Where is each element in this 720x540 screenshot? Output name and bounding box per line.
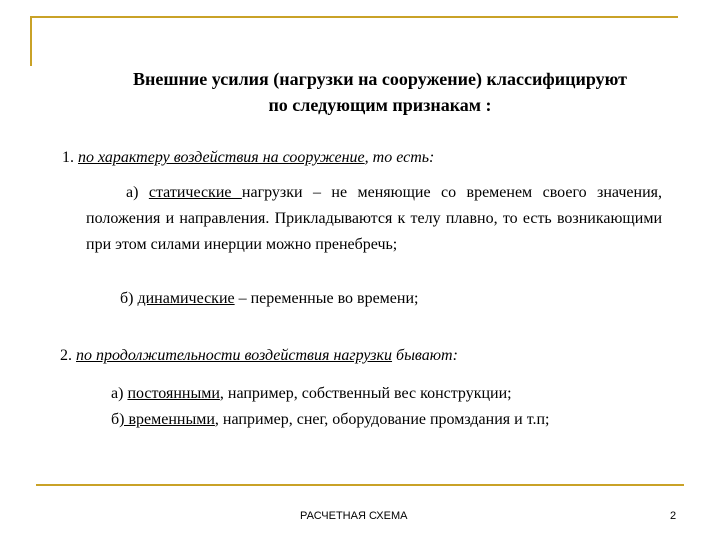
page-number: 2 [670,510,677,522]
criterion-1-heading: по характеру воздействия на сооружение [78,149,365,166]
permanent-loads-prefix: а) [111,385,128,402]
temporary-loads-term: ) временными [119,411,215,428]
criterion-2-heading: по продолжительности воздействия нагрузки [76,347,393,364]
dynamic-loads-prefix: б) [120,290,138,307]
permanent-loads-text: , например, собственный вес конструкции; [219,385,512,402]
temporary-loads-item [111,410,549,430]
criterion-1 [62,148,434,168]
slide-title [40,66,720,118]
criterion-1-suffix: , то есть: [364,149,435,166]
permanent-loads-item [111,384,512,404]
temporary-loads-text: , например, снег, оборудование промздания и т.п; [214,411,550,428]
title-line-1: Внешние усилия (нагрузки на сооружение) классифицируют [132,69,628,89]
title-line-2: по следующим признакам : [268,95,492,115]
left-decorative-rule [30,16,32,66]
static-loads-text: нагрузки – не меняющие со временем своего значения, положения и направления. Прикладываются к телу плавно, то есть возникающими при этом силами инерции можно пренебречь; [86,184,663,253]
top-decorative-rule [30,16,678,18]
static-loads-paragraph [86,180,662,258]
static-loads-term: статические [148,184,242,201]
static-loads-prefix: а) [126,184,149,201]
criterion-2 [60,346,458,366]
criterion-2-suffix: бывают: [392,347,458,364]
bottom-decorative-rule [36,484,684,486]
criterion-1-number: 1. [62,149,74,166]
permanent-loads-term: постоянными [127,385,220,402]
criterion-2-number: 2. [60,347,72,364]
dynamic-loads-item [120,289,418,309]
dynamic-loads-term: динамические [137,290,235,307]
dynamic-loads-text: – переменные во времени; [234,290,419,307]
temporary-loads-prefix: б [111,411,120,428]
footer-label: РАСЧЕТНАЯ СХЕМА [300,510,408,522]
